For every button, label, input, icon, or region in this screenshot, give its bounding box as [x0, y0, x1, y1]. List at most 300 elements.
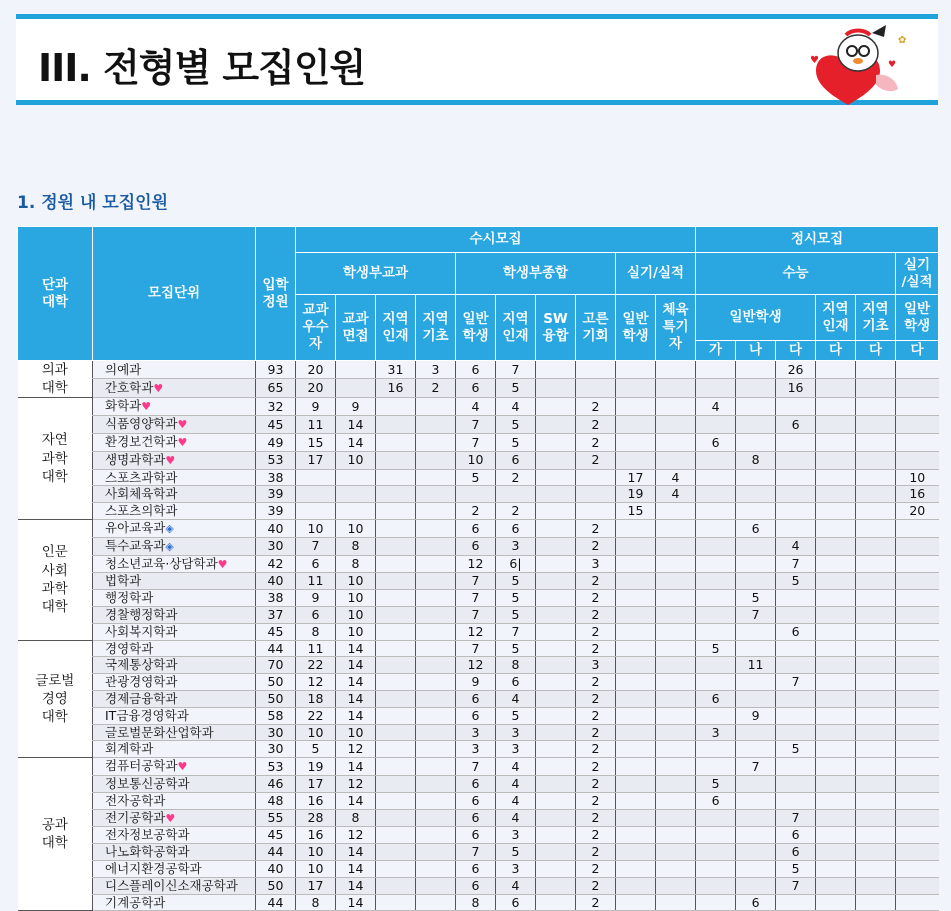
count-cell — [816, 724, 856, 741]
table-row — [18, 707, 939, 724]
unit-name — [93, 623, 256, 640]
count-cell — [816, 775, 856, 792]
count-cell — [616, 741, 656, 758]
count-cell — [656, 827, 696, 844]
count-cell: 2 — [576, 844, 616, 861]
count-cell — [376, 434, 416, 452]
count-cell: 2 — [576, 674, 616, 691]
count-cell: 7 — [456, 416, 496, 434]
count-cell: 4 — [656, 469, 696, 486]
count-cell: 2 — [576, 758, 616, 776]
count-cell — [896, 877, 939, 894]
count-cell — [896, 758, 939, 776]
unit-name — [93, 537, 256, 555]
count-cell — [656, 555, 696, 573]
count-cell — [896, 607, 939, 624]
table-body — [18, 361, 939, 911]
count-cell — [416, 860, 456, 877]
unit-name — [93, 690, 256, 707]
count-cell: 4 — [696, 398, 736, 416]
count-cell: 9 — [296, 590, 336, 607]
unit-name — [93, 503, 256, 520]
count-cell — [536, 674, 576, 691]
count-cell — [816, 690, 856, 707]
table-row — [18, 657, 939, 674]
count-cell: 4 — [496, 877, 536, 894]
count-cell — [696, 674, 736, 691]
quota-cell: 30 — [256, 537, 296, 555]
count-cell: 4 — [496, 775, 536, 792]
count-cell: 8 — [296, 894, 336, 911]
count-cell — [616, 792, 656, 809]
count-cell — [896, 707, 939, 724]
count-cell: 2 — [576, 573, 616, 590]
header-c12: 지역 인재 — [816, 295, 856, 341]
unit-name — [93, 520, 256, 538]
header-c1: 교과 우수자 — [296, 295, 336, 361]
unit-name — [93, 573, 256, 590]
count-cell: 17 — [296, 451, 336, 469]
count-cell — [376, 623, 416, 640]
count-cell: 15 — [296, 434, 336, 452]
count-cell — [616, 775, 656, 792]
count-cell: 6 — [456, 792, 496, 809]
header-group-da: 다 — [856, 341, 896, 361]
unit-name-label: 경제금융학과 — [105, 690, 178, 706]
count-cell — [536, 860, 576, 877]
count-cell — [616, 758, 656, 776]
count-cell — [656, 809, 696, 827]
count-cell — [896, 894, 939, 911]
count-cell: 6 — [456, 877, 496, 894]
count-cell — [616, 555, 656, 573]
count-cell — [656, 877, 696, 894]
unit-name — [93, 758, 256, 776]
count-cell — [616, 724, 656, 741]
count-cell — [656, 361, 696, 379]
header-c10: 체육 특기자 — [656, 295, 696, 361]
count-cell — [776, 657, 816, 674]
count-cell — [536, 623, 576, 640]
count-cell — [616, 434, 656, 452]
count-cell — [416, 894, 456, 911]
count-cell — [776, 690, 816, 707]
count-cell: 6 — [456, 809, 496, 827]
table-row — [18, 809, 939, 827]
quota-cell: 49 — [256, 434, 296, 452]
count-cell — [736, 792, 776, 809]
count-cell: 2 — [576, 741, 616, 758]
count-cell: 14 — [336, 894, 376, 911]
table-row — [18, 503, 939, 520]
count-cell — [536, 503, 576, 520]
unit-name-label: 화학과 — [105, 398, 142, 414]
count-cell: 9 — [336, 398, 376, 416]
header-group-ga: 가 — [696, 341, 736, 361]
count-cell — [696, 741, 736, 758]
table-row — [18, 573, 939, 590]
count-cell — [376, 657, 416, 674]
count-cell — [496, 486, 536, 503]
count-cell: 9 — [736, 707, 776, 724]
count-cell: 5 — [496, 379, 536, 398]
table-row — [18, 379, 939, 398]
quota-cell: 93 — [256, 361, 296, 379]
count-cell — [776, 707, 816, 724]
quota-cell: 40 — [256, 860, 296, 877]
svg-text:✿: ✿ — [898, 35, 907, 46]
college-name: 자연 과학 대학 — [18, 398, 93, 520]
count-cell — [536, 555, 576, 573]
quota-cell: 45 — [256, 827, 296, 844]
count-cell — [536, 792, 576, 809]
count-cell — [736, 398, 776, 416]
count-cell — [776, 640, 816, 657]
count-cell — [736, 860, 776, 877]
quota-cell: 45 — [256, 416, 296, 434]
count-cell — [616, 640, 656, 657]
count-cell — [656, 416, 696, 434]
count-cell — [656, 398, 696, 416]
count-cell: 10 — [296, 860, 336, 877]
count-cell — [616, 844, 656, 861]
unit-name-label: 사회체육학과 — [105, 486, 178, 502]
count-cell: 9 — [456, 674, 496, 691]
count-cell: 5 — [496, 416, 536, 434]
count-cell: 12 — [296, 674, 336, 691]
count-cell — [576, 503, 616, 520]
count-cell — [656, 674, 696, 691]
unit-name — [93, 379, 256, 398]
count-cell: 5 — [296, 741, 336, 758]
count-cell: 15 — [616, 503, 656, 520]
count-cell: 14 — [336, 690, 376, 707]
count-cell: 8 — [296, 623, 336, 640]
quota-cell: 44 — [256, 894, 296, 911]
unit-name-label: 경영학과 — [105, 640, 154, 656]
count-cell — [816, 503, 856, 520]
count-cell — [296, 486, 336, 503]
count-cell: 4 — [656, 486, 696, 503]
count-cell — [816, 860, 856, 877]
unit-name — [93, 590, 256, 607]
count-cell — [616, 674, 656, 691]
unit-name — [93, 827, 256, 844]
count-cell — [616, 657, 656, 674]
count-cell: 2 — [576, 894, 616, 911]
count-cell: 10 — [336, 520, 376, 538]
count-cell — [616, 398, 656, 416]
unit-name-label: 나노화학공학과 — [105, 844, 190, 860]
count-cell — [616, 379, 656, 398]
count-cell — [376, 894, 416, 911]
count-cell — [856, 860, 896, 877]
heart-icon: ♥ — [165, 453, 176, 467]
count-cell: 16 — [896, 486, 939, 503]
count-cell: 10 — [296, 724, 336, 741]
count-cell — [736, 416, 776, 434]
quota-cell: 50 — [256, 674, 296, 691]
count-cell — [656, 607, 696, 624]
unit-name-label: 전기공학과 — [105, 809, 166, 825]
count-cell — [816, 486, 856, 503]
count-cell — [536, 361, 576, 379]
unit-name-label: 특수교육과 — [105, 537, 166, 553]
count-cell: 7 — [496, 623, 536, 640]
count-cell: 3 — [496, 860, 536, 877]
count-cell — [536, 827, 576, 844]
count-cell — [816, 657, 856, 674]
unit-name — [93, 434, 256, 452]
table-row — [18, 860, 939, 877]
count-cell — [856, 674, 896, 691]
unit-name — [93, 860, 256, 877]
table-row — [18, 623, 939, 640]
header-group-da: 다 — [816, 341, 856, 361]
count-cell — [376, 724, 416, 741]
count-cell — [336, 469, 376, 486]
count-cell — [856, 640, 896, 657]
header-susi: 수시모집 — [296, 227, 696, 253]
count-cell: 11 — [296, 416, 336, 434]
unit-name — [93, 809, 256, 827]
count-cell: 2 — [576, 860, 616, 877]
count-cell — [896, 860, 939, 877]
count-cell — [376, 741, 416, 758]
heart-icon: ♥ — [165, 811, 176, 825]
count-cell: 16 — [296, 827, 336, 844]
count-cell: 7 — [496, 361, 536, 379]
count-cell: 31 — [376, 361, 416, 379]
header-c14: 일반 학생 — [896, 295, 939, 341]
count-cell: 5 — [736, 590, 776, 607]
count-cell — [656, 741, 696, 758]
count-cell: 8 — [336, 809, 376, 827]
quota-cell: 53 — [256, 758, 296, 776]
count-cell: 6 — [296, 555, 336, 573]
count-cell — [736, 741, 776, 758]
count-cell — [816, 844, 856, 861]
count-cell — [536, 690, 576, 707]
count-cell: 6 — [696, 690, 736, 707]
count-cell: 12 — [456, 555, 496, 573]
count-cell: 8 — [736, 451, 776, 469]
unit-name-label: 사회복지학과 — [105, 623, 178, 639]
count-cell: 3 — [416, 361, 456, 379]
count-cell — [656, 894, 696, 911]
count-cell — [896, 844, 939, 861]
header-c9: 일반 학생 — [616, 295, 656, 361]
count-cell: 2 — [576, 590, 616, 607]
count-cell: 20 — [896, 503, 939, 520]
count-cell: 5 — [496, 590, 536, 607]
count-cell — [896, 590, 939, 607]
college-name: 공과 대학 — [18, 758, 93, 911]
count-cell — [736, 690, 776, 707]
count-cell — [656, 775, 696, 792]
count-cell — [416, 741, 456, 758]
count-cell — [416, 877, 456, 894]
count-cell: 3 — [456, 724, 496, 741]
count-cell — [416, 640, 456, 657]
count-cell: 17 — [616, 469, 656, 486]
page-title: III. 전형별 모집인원 — [38, 46, 366, 90]
count-cell: 5 — [696, 775, 736, 792]
count-cell: 12 — [456, 623, 496, 640]
count-cell — [896, 809, 939, 827]
count-cell — [536, 844, 576, 861]
count-cell — [896, 361, 939, 379]
count-cell — [816, 809, 856, 827]
header-gyogwa: 학생부교과 — [296, 253, 456, 295]
count-cell: 2 — [576, 707, 616, 724]
count-cell — [296, 503, 336, 520]
count-cell — [896, 724, 939, 741]
count-cell — [696, 520, 736, 538]
count-cell — [856, 877, 896, 894]
count-cell: 14 — [336, 674, 376, 691]
count-cell — [376, 877, 416, 894]
count-cell — [736, 503, 776, 520]
unit-name-label: 스포츠의학과 — [105, 503, 178, 519]
count-cell — [616, 690, 656, 707]
count-cell — [416, 809, 456, 827]
count-cell: 6 — [456, 860, 496, 877]
count-cell — [776, 758, 816, 776]
count-cell — [376, 809, 416, 827]
count-cell — [536, 434, 576, 452]
count-cell: 14 — [336, 640, 376, 657]
count-cell: 6 — [496, 520, 536, 538]
count-cell: 10 — [336, 724, 376, 741]
count-cell — [656, 844, 696, 861]
count-cell — [576, 379, 616, 398]
count-cell: 6 — [496, 894, 536, 911]
count-cell — [536, 707, 576, 724]
count-cell — [816, 469, 856, 486]
count-cell — [416, 555, 456, 573]
count-cell: 7 — [456, 607, 496, 624]
count-cell: 22 — [296, 707, 336, 724]
count-cell: 2 — [576, 877, 616, 894]
count-cell — [896, 623, 939, 640]
count-cell: 7 — [456, 590, 496, 607]
header-group-na: 나 — [736, 341, 776, 361]
header-jonghap: 학생부종합 — [456, 253, 616, 295]
recruitment-table — [17, 226, 939, 911]
count-cell: 3 — [496, 741, 536, 758]
count-cell — [696, 657, 736, 674]
quota-cell: 37 — [256, 607, 296, 624]
count-cell — [616, 537, 656, 555]
count-cell — [376, 690, 416, 707]
count-cell: 6 — [456, 361, 496, 379]
count-cell — [536, 573, 576, 590]
count-cell — [856, 690, 896, 707]
count-cell — [416, 607, 456, 624]
count-cell — [816, 758, 856, 776]
count-cell — [696, 416, 736, 434]
count-cell — [576, 486, 616, 503]
count-cell — [856, 469, 896, 486]
heart-icon: ♥ — [177, 418, 188, 432]
count-cell: 7 — [456, 573, 496, 590]
unit-name-label: 관광경영학과 — [105, 674, 178, 690]
count-cell: 7 — [736, 607, 776, 624]
count-cell: 16 — [776, 379, 816, 398]
count-cell — [696, 555, 736, 573]
count-cell — [656, 724, 696, 741]
count-cell — [856, 724, 896, 741]
count-cell — [856, 434, 896, 452]
unit-name-label: 에너지환경공학과 — [105, 860, 202, 876]
count-cell — [576, 361, 616, 379]
count-cell — [416, 398, 456, 416]
count-cell: 5 — [496, 434, 536, 452]
heart-icon: ♥ — [177, 436, 188, 450]
count-cell: 6 — [456, 690, 496, 707]
count-cell: 14 — [336, 844, 376, 861]
count-cell: 5 — [496, 844, 536, 861]
count-cell — [376, 503, 416, 520]
count-cell — [856, 657, 896, 674]
unit-name-label: 정보통신공학과 — [105, 775, 190, 791]
quota-cell: 50 — [256, 877, 296, 894]
header-c2: 교과 면접 — [336, 295, 376, 361]
count-cell — [696, 758, 736, 776]
count-cell — [696, 827, 736, 844]
count-cell: 2 — [576, 398, 616, 416]
table-row — [18, 590, 939, 607]
count-cell — [736, 877, 776, 894]
count-cell — [816, 520, 856, 538]
count-cell — [736, 623, 776, 640]
count-cell — [696, 877, 736, 894]
count-cell — [736, 809, 776, 827]
unit-name-label: 유아교육과 — [105, 520, 166, 536]
quota-cell: 44 — [256, 844, 296, 861]
table-row — [18, 434, 939, 452]
count-cell — [416, 792, 456, 809]
count-cell: 3 — [576, 555, 616, 573]
unit-name — [93, 416, 256, 434]
count-cell — [416, 827, 456, 844]
count-cell — [376, 555, 416, 573]
unit-name — [93, 707, 256, 724]
heart-icon: ♥ — [141, 400, 152, 414]
count-cell — [656, 707, 696, 724]
count-cell — [856, 894, 896, 911]
count-cell: 2 — [576, 640, 616, 657]
count-cell — [376, 520, 416, 538]
page-header — [16, 14, 938, 105]
quota-cell: 38 — [256, 590, 296, 607]
count-cell — [896, 379, 939, 398]
table-row — [18, 844, 939, 861]
count-cell: 7 — [456, 758, 496, 776]
count-cell: 2 — [496, 503, 536, 520]
count-cell — [376, 827, 416, 844]
svg-text:♥: ♥ — [810, 55, 819, 66]
count-cell — [616, 623, 656, 640]
count-cell: 16 — [376, 379, 416, 398]
count-cell — [816, 707, 856, 724]
count-cell: 7 — [296, 537, 336, 555]
count-cell: 4 — [496, 398, 536, 416]
count-cell — [736, 640, 776, 657]
count-cell — [896, 451, 939, 469]
quota-cell: 50 — [256, 690, 296, 707]
